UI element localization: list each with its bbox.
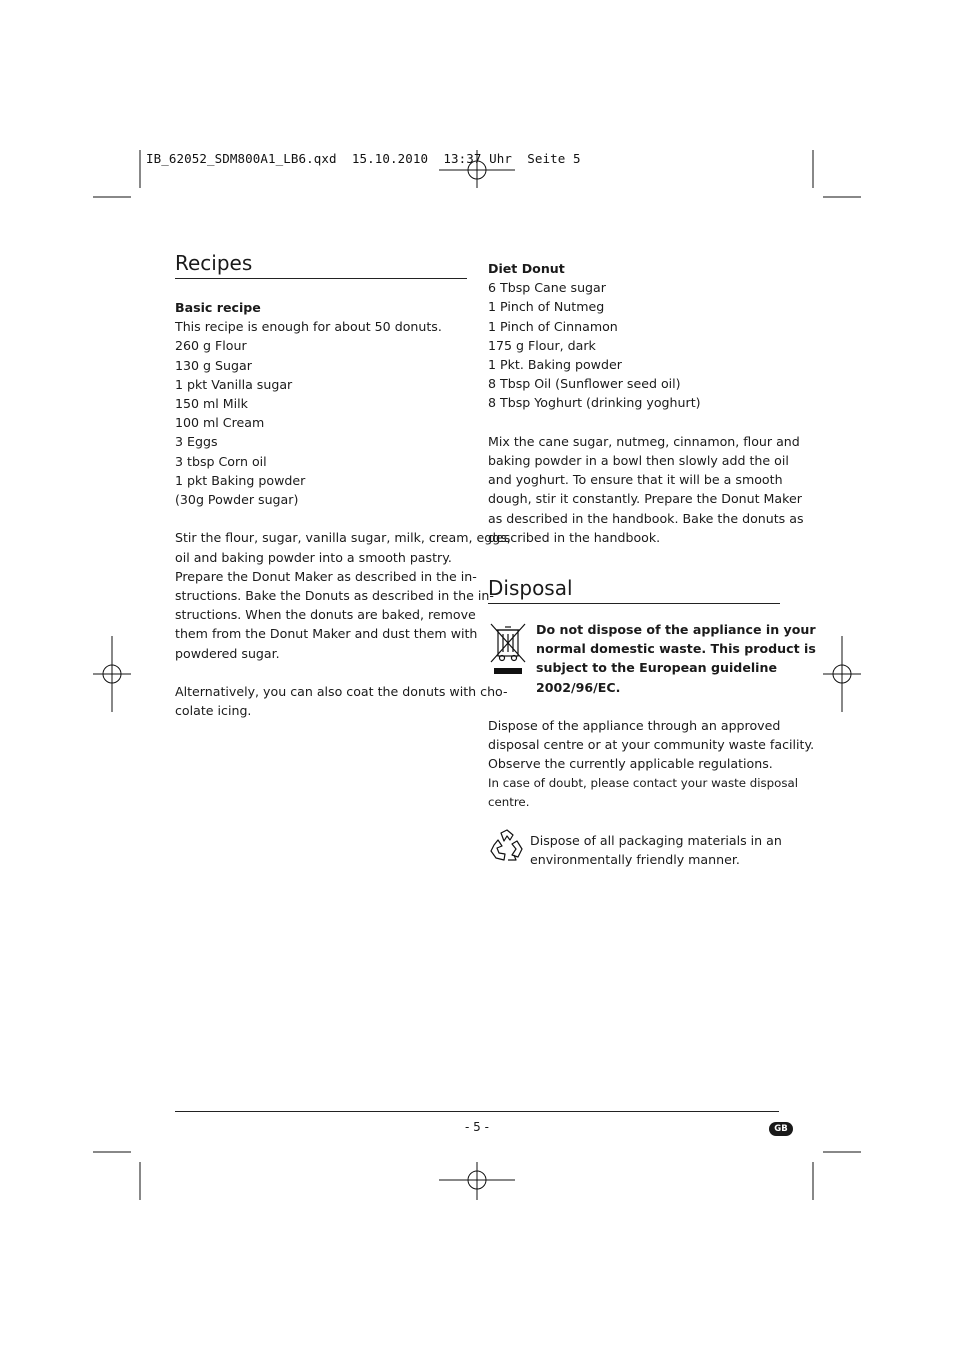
ingredient-item: 8 Tbsp Oil (Sunflower seed oil) (488, 376, 681, 392)
ingredient-item: 100 ml Cream (175, 415, 265, 431)
crossed-out-wheelie-bin-icon (488, 620, 528, 681)
registration-mark-right (823, 636, 861, 712)
ingredient-item: 150 ml Milk (175, 396, 248, 412)
text-line: 2002/96/EC. (536, 679, 621, 695)
alternative-paragraph (175, 682, 508, 720)
ingredient-item: 8 Tbsp Yoghurt (drinking yoghurt) (488, 395, 701, 411)
text-line: normal domestic waste. This product is (536, 641, 816, 657)
diet-method-paragraph (488, 432, 804, 547)
page-number: - 5 - (465, 1120, 489, 1134)
text-line: Mix the cane sugar, nutmeg, cinnamon, flour and (488, 433, 800, 449)
basic-recipe-intro: This recipe is enough for about 50 donuts. (175, 319, 442, 335)
ingredient-item: 1 Pkt. Baking powder (488, 357, 622, 373)
text-line: oil and baking powder into a smooth pastry. (175, 549, 452, 565)
text-line: colate icing. (175, 703, 252, 719)
text-line: powdered sugar. (175, 645, 280, 661)
text-line: and yoghurt. To ensure that it will be a smooth (488, 472, 783, 488)
text-line: In case of doubt, please contact your waste disposal (488, 775, 798, 790)
diet-ingredients-list (488, 278, 780, 412)
print-slug: IB_62052_SDM800A1_LB6.qxd 15.10.2010 13:37 Uhr Seite 5 (146, 151, 581, 166)
recycling-arrows-icon (488, 827, 526, 870)
registration-mark-bottom (439, 1162, 515, 1200)
ingredient-item: 1 pkt Baking powder (175, 472, 306, 488)
ingredient-item: 1 pkt Vanilla sugar (175, 376, 293, 392)
packaging-notice (488, 831, 780, 870)
ingredient-item: 3 tbsp Corn oil (175, 453, 267, 469)
registration-mark-top (439, 150, 515, 188)
ingredient-item: 3 Eggs (175, 434, 218, 450)
ingredient-item: 6 Tbsp Cane sugar (488, 280, 606, 296)
text-line: baking powder in a bowl then slowly add the oil (488, 453, 789, 469)
weee-warning-text (536, 620, 816, 697)
footer-rule (175, 1111, 779, 1112)
text-line: dough, stir it constantly. Prepare the Donut Maker (488, 491, 802, 507)
disposal-title: Disposal (488, 575, 780, 604)
left-column (175, 250, 511, 720)
text-line: environmentally friendly manner. (530, 852, 740, 868)
text-line: disposal centre or at your community waste facility. (488, 737, 815, 753)
text-line: described in the handbook. (488, 529, 661, 545)
text-line: as described in the handbook. Bake the donuts as (488, 510, 804, 526)
ingredient-item: 1 Pinch of Nutmeg (488, 299, 605, 315)
text-line: Observe the currently applicable regulations. (488, 756, 773, 772)
right-column (488, 259, 816, 870)
recipes-title: Recipes (175, 250, 467, 279)
text-line: Dispose of the appliance through an approved (488, 718, 781, 734)
text-line: structions. Bake the Donuts as described in the in- (175, 588, 494, 604)
text-line: structions. When the donuts are baked, remove (175, 607, 476, 623)
basic-recipe-heading: Basic recipe (175, 300, 261, 315)
ingredient-item: 260 g Flour (175, 338, 247, 354)
ingredient-item: 1 Pinch of Cinnamon (488, 318, 618, 334)
disposal-body-paragraph (488, 716, 815, 812)
text-line: Alternatively, you can also coat the donuts with cho- (175, 684, 508, 700)
text-line: subject to the European guideline (536, 660, 778, 676)
language-badge: GB (769, 1122, 793, 1136)
packaging-text (530, 831, 782, 869)
text-line: centre. (488, 794, 530, 809)
ingredient-item: 175 g Flour, dark (488, 337, 596, 353)
ingredient-item: 130 g Sugar (175, 357, 252, 373)
diet-donut-heading: Diet Donut (488, 261, 565, 276)
text-line: Dispose of all packaging materials in an (530, 833, 782, 849)
weee-notice (488, 620, 816, 697)
basic-method-paragraph (175, 528, 511, 662)
text-line: Prepare the Donut Maker as described in the in- (175, 568, 477, 584)
text-line: Stir the flour, sugar, vanilla sugar, milk, cream, eggs, (175, 530, 511, 546)
text-line: them from the Donut Maker and dust them with (175, 626, 478, 642)
ingredient-item: (30g Powder sugar) (175, 492, 299, 508)
text-line: Do not dispose of the appliance in your (536, 622, 816, 638)
basic-ingredients-list (175, 336, 467, 509)
registration-mark-left (93, 636, 131, 712)
